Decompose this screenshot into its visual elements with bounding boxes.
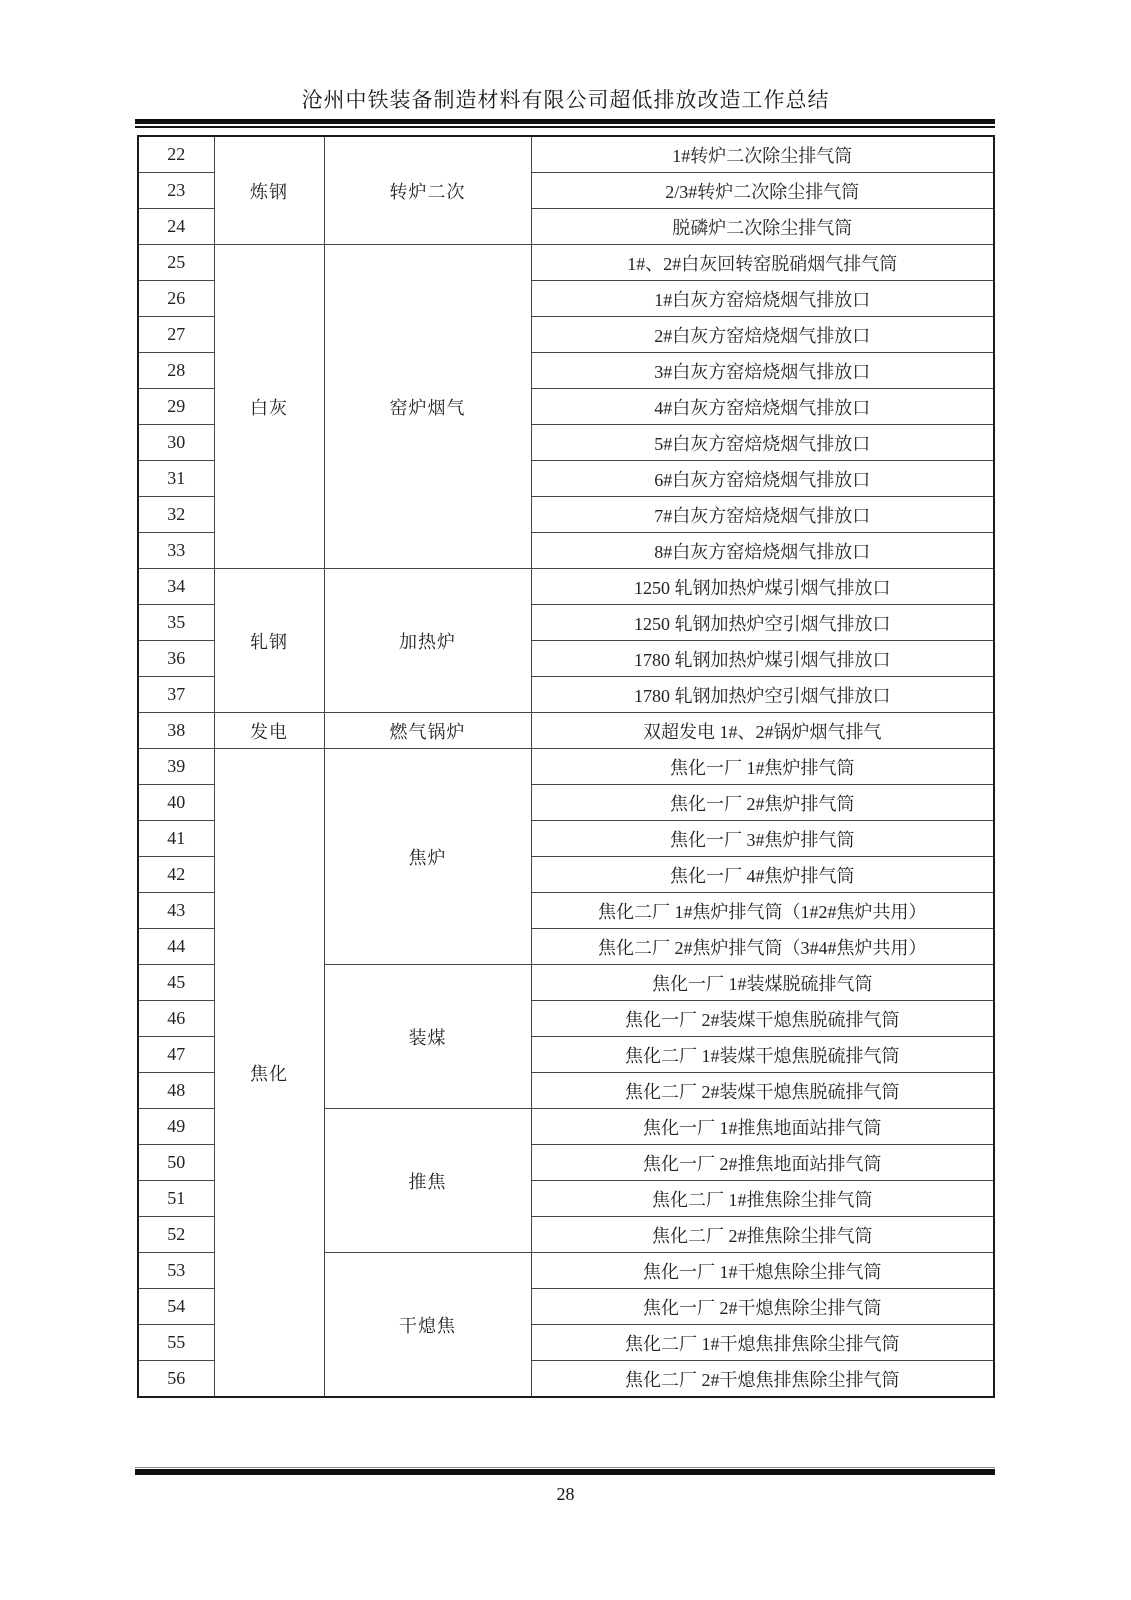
description-cell: 焦化一厂 2#推焦地面站排气筒 bbox=[531, 1145, 994, 1181]
row-number-cell: 28 bbox=[138, 353, 214, 389]
page-number: 28 bbox=[556, 1484, 575, 1504]
table-row bbox=[138, 749, 994, 785]
header-divider-rule bbox=[135, 119, 995, 128]
emission-outlets-table bbox=[137, 135, 995, 1398]
table-row bbox=[138, 245, 994, 281]
row-number-cell: 26 bbox=[138, 281, 214, 317]
row-number-cell: 46 bbox=[138, 1001, 214, 1037]
description-cell: 1#转炉二次除尘排气筒 bbox=[531, 136, 994, 173]
description-cell: 焦化一厂 1#推焦地面站排气筒 bbox=[531, 1109, 994, 1145]
description-cell: 3#白灰方窑焙烧烟气排放口 bbox=[531, 353, 994, 389]
row-number-cell: 40 bbox=[138, 785, 214, 821]
row-number-cell: 23 bbox=[138, 173, 214, 209]
row-number-cell: 37 bbox=[138, 677, 214, 713]
description-cell: 1#、2#白灰回转窑脱硝烟气排气筒 bbox=[531, 245, 994, 281]
row-number-cell: 34 bbox=[138, 569, 214, 605]
description-cell: 1250 轧钢加热炉空引烟气排放口 bbox=[531, 605, 994, 641]
row-number-cell: 30 bbox=[138, 425, 214, 461]
subcategory-cell: 窑炉烟气 bbox=[324, 245, 531, 569]
row-number-cell: 50 bbox=[138, 1145, 214, 1181]
description-cell: 1#白灰方窑焙烧烟气排放口 bbox=[531, 281, 994, 317]
row-number-cell: 56 bbox=[138, 1361, 214, 1398]
description-cell: 焦化一厂 2#焦炉排气筒 bbox=[531, 785, 994, 821]
row-number-cell: 38 bbox=[138, 713, 214, 749]
table-row bbox=[138, 713, 994, 749]
row-number-cell: 54 bbox=[138, 1289, 214, 1325]
row-number-cell: 31 bbox=[138, 461, 214, 497]
table-row bbox=[138, 569, 994, 605]
footer-divider-rule bbox=[135, 1467, 995, 1475]
description-cell: 1780 轧钢加热炉空引烟气排放口 bbox=[531, 677, 994, 713]
emission-outlets-table-body bbox=[138, 136, 994, 1397]
subcategory-cell: 推焦 bbox=[324, 1109, 531, 1253]
description-cell: 焦化一厂 1#干熄焦除尘排气筒 bbox=[531, 1253, 994, 1289]
category-cell: 炼钢 bbox=[214, 136, 324, 245]
subcategory-cell: 燃气锅炉 bbox=[324, 713, 531, 749]
description-cell: 1250 轧钢加热炉煤引烟气排放口 bbox=[531, 569, 994, 605]
row-number-cell: 51 bbox=[138, 1181, 214, 1217]
row-number-cell: 36 bbox=[138, 641, 214, 677]
description-cell: 双超发电 1#、2#锅炉烟气排气 bbox=[531, 713, 994, 749]
description-cell: 2/3#转炉二次除尘排气筒 bbox=[531, 173, 994, 209]
description-cell: 8#白灰方窑焙烧烟气排放口 bbox=[531, 533, 994, 569]
description-cell: 脱磷炉二次除尘排气筒 bbox=[531, 209, 994, 245]
description-cell: 焦化二厂 1#干熄焦排焦除尘排气筒 bbox=[531, 1325, 994, 1361]
description-cell: 7#白灰方窑焙烧烟气排放口 bbox=[531, 497, 994, 533]
description-cell: 焦化一厂 1#焦炉排气筒 bbox=[531, 749, 994, 785]
table-row bbox=[138, 136, 994, 173]
row-number-cell: 47 bbox=[138, 1037, 214, 1073]
row-number-cell: 41 bbox=[138, 821, 214, 857]
subcategory-cell: 加热炉 bbox=[324, 569, 531, 713]
description-cell: 焦化一厂 3#焦炉排气筒 bbox=[531, 821, 994, 857]
row-number-cell: 22 bbox=[138, 136, 214, 173]
row-number-cell: 44 bbox=[138, 929, 214, 965]
row-number-cell: 35 bbox=[138, 605, 214, 641]
description-cell: 5#白灰方窑焙烧烟气排放口 bbox=[531, 425, 994, 461]
subcategory-cell: 装煤 bbox=[324, 965, 531, 1109]
row-number-cell: 55 bbox=[138, 1325, 214, 1361]
row-number-cell: 24 bbox=[138, 209, 214, 245]
description-cell: 焦化一厂 2#干熄焦除尘排气筒 bbox=[531, 1289, 994, 1325]
description-cell: 焦化二厂 1#焦炉排气筒（1#2#焦炉共用） bbox=[531, 893, 994, 929]
row-number-cell: 27 bbox=[138, 317, 214, 353]
category-cell: 白灰 bbox=[214, 245, 324, 569]
description-cell: 焦化一厂 1#装煤脱硫排气筒 bbox=[531, 965, 994, 1001]
row-number-cell: 29 bbox=[138, 389, 214, 425]
description-cell: 焦化二厂 2#焦炉排气筒（3#4#焦炉共用） bbox=[531, 929, 994, 965]
subcategory-cell: 转炉二次 bbox=[324, 136, 531, 245]
description-cell: 4#白灰方窑焙烧烟气排放口 bbox=[531, 389, 994, 425]
row-number-cell: 45 bbox=[138, 965, 214, 1001]
description-cell: 焦化二厂 2#干熄焦排焦除尘排气筒 bbox=[531, 1361, 994, 1398]
row-number-cell: 32 bbox=[138, 497, 214, 533]
description-cell: 焦化一厂 4#焦炉排气筒 bbox=[531, 857, 994, 893]
row-number-cell: 53 bbox=[138, 1253, 214, 1289]
subcategory-cell: 焦炉 bbox=[324, 749, 531, 965]
row-number-cell: 39 bbox=[138, 749, 214, 785]
row-number-cell: 52 bbox=[138, 1217, 214, 1253]
row-number-cell: 42 bbox=[138, 857, 214, 893]
description-cell: 焦化二厂 2#推焦除尘排气筒 bbox=[531, 1217, 994, 1253]
subcategory-cell: 干熄焦 bbox=[324, 1253, 531, 1398]
row-number-cell: 49 bbox=[138, 1109, 214, 1145]
category-cell: 焦化 bbox=[214, 749, 324, 1398]
description-cell: 焦化二厂 2#装煤干熄焦脱硫排气筒 bbox=[531, 1073, 994, 1109]
description-cell: 1780 轧钢加热炉煤引烟气排放口 bbox=[531, 641, 994, 677]
row-number-cell: 33 bbox=[138, 533, 214, 569]
row-number-cell: 25 bbox=[138, 245, 214, 281]
page-header-title: 沧州中铁装备制造材料有限公司超低排放改造工作总结 bbox=[301, 88, 830, 112]
row-number-cell: 43 bbox=[138, 893, 214, 929]
description-cell: 焦化二厂 1#推焦除尘排气筒 bbox=[531, 1181, 994, 1217]
row-number-cell: 48 bbox=[138, 1073, 214, 1109]
category-cell: 轧钢 bbox=[214, 569, 324, 713]
description-cell: 6#白灰方窑焙烧烟气排放口 bbox=[531, 461, 994, 497]
description-cell: 焦化一厂 2#装煤干熄焦脱硫排气筒 bbox=[531, 1001, 994, 1037]
description-cell: 焦化二厂 1#装煤干熄焦脱硫排气筒 bbox=[531, 1037, 994, 1073]
description-cell: 2#白灰方窑焙烧烟气排放口 bbox=[531, 317, 994, 353]
category-cell: 发电 bbox=[214, 713, 324, 749]
